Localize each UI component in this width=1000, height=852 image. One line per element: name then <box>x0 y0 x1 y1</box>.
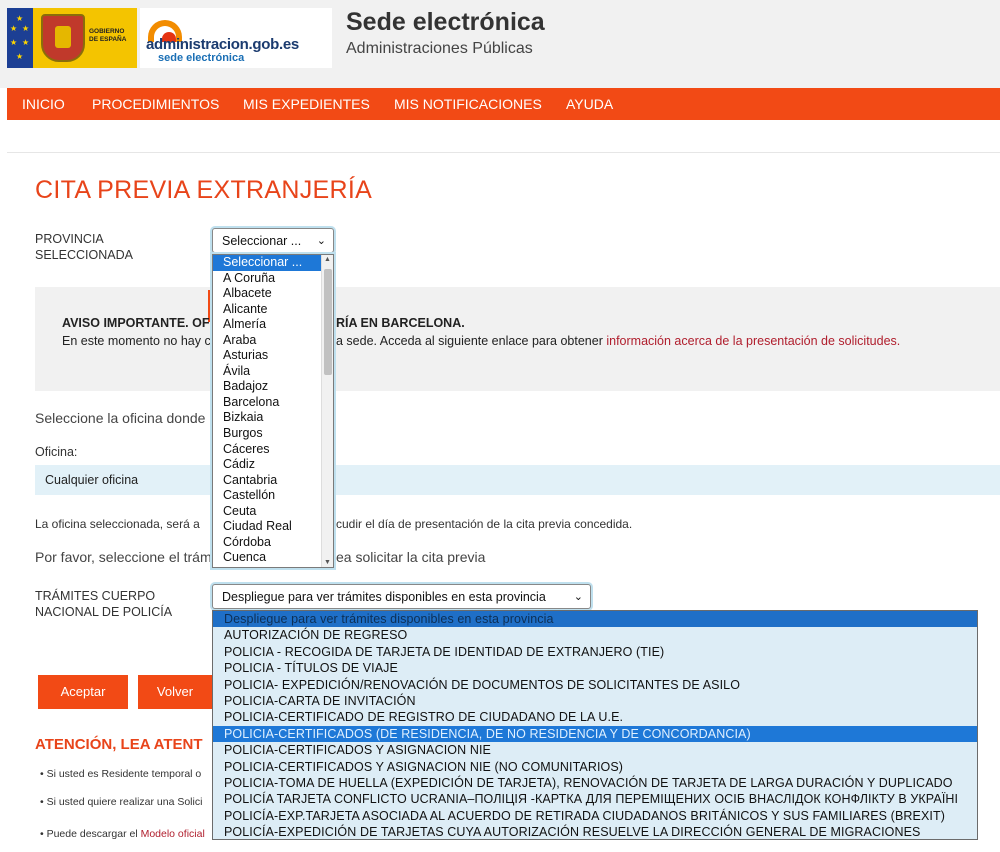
provincia-label: PROVINCIA SELECCIONADA <box>35 232 133 262</box>
provincia-option[interactable]: Castellón <box>223 488 276 503</box>
bullet-text: Si usted quiere realizar una Solici <box>46 796 203 808</box>
provincia-option[interactable]: Ávila <box>223 363 251 378</box>
site-header <box>0 0 1000 88</box>
provincia-option[interactable]: Ciudad Real <box>223 519 292 534</box>
provincia-option[interactable]: Burgos <box>223 426 263 441</box>
bullet-item: • Puede descargar el Modelo oficial <box>40 828 205 840</box>
oficina-label: Oficina: <box>35 445 78 459</box>
provincia-option[interactable]: Almería <box>223 317 267 332</box>
tramites-dropdown-list[interactable] <box>212 610 978 840</box>
aviso-text-left: En este momento no hay c <box>62 334 211 348</box>
tramite-option[interactable]: POLICIA-CERTIFICADO DE REGISTRO DE CIUDADANO DE LA U.E. <box>224 710 624 725</box>
nav-item-mis-notificaciones[interactable]: MIS NOTIFICACIONES <box>394 96 542 112</box>
modelo-oficial-link[interactable]: Modelo oficial <box>140 828 205 840</box>
tramites-select-value: Despliegue para ver trámites disponibles en esta provincia <box>222 590 546 604</box>
tramite-option[interactable]: POLICIA-TOMA DE HUELLA (EXPEDICIÓN DE TARJETA), RENOVACIÓN DE TARJETA DE LARGA DURACIÓN Y DUPLICADO <box>224 775 953 790</box>
tramite-option[interactable]: POLICÍA TARJETA CONFLICTO UCRANIA–ПОЛІЦІЯ -КАРТКА ДЛЯ ПЕРЕМІЩЕНИХ ОСІБ ВНАСЛІДОК КОНФЛІКТУ В УКРАЇНІ <box>224 792 959 807</box>
bullet-item: • Si usted quiere realizar una Solici <box>40 796 203 808</box>
provincia-option[interactable]: Ceuta <box>223 503 257 518</box>
tramite-option[interactable]: POLICIA-CERTIFICADOS (DE RESIDENCIA, DE NO RESIDENCIA Y DE CONCORDANCIA) <box>213 726 977 742</box>
provincia-option[interactable]: Cantabria <box>223 472 278 487</box>
scroll-up-icon[interactable]: ▲ <box>324 256 331 263</box>
aceptar-button[interactable]: Aceptar <box>38 675 128 709</box>
provincia-option[interactable]: Bizkaia <box>223 410 264 425</box>
nav-item-procedimientos[interactable]: PROCEDIMIENTOS <box>92 96 220 112</box>
provincia-scrollbar[interactable] <box>321 255 333 567</box>
provincia-option[interactable]: Albacete <box>223 286 272 301</box>
provincia-option[interactable]: Alicante <box>223 301 268 316</box>
chevron-down-icon: ⌄ <box>573 591 583 603</box>
aviso-text-right <box>336 334 900 348</box>
provincia-option[interactable]: A Coruña <box>223 270 276 285</box>
bullet-text: Puede descargar el <box>46 828 138 840</box>
gobierno-text: GOBIERNO DE ESPAÑA <box>89 28 127 43</box>
provincia-option[interactable]: Cuenca <box>223 550 267 565</box>
oficina-note-left: La oficina seleccionada, será a <box>35 517 200 531</box>
chevron-down-icon: ⌄ <box>316 235 326 247</box>
provincia-dropdown-list[interactable] <box>212 254 334 568</box>
provincia-option[interactable]: Córdoba <box>223 534 271 549</box>
tramite-option[interactable]: AUTORIZACIÓN DE REGRESO <box>224 628 408 643</box>
main-nav <box>7 88 1000 120</box>
tramite-option[interactable]: Despliegue para ver trámites disponibles en esta provincia <box>213 611 977 627</box>
atencion-heading: ATENCIÓN, LEA ATENT <box>35 736 203 753</box>
oficina-select-value: Cualquier oficina <box>45 473 139 487</box>
provincia-option[interactable]: Badajoz <box>223 379 269 394</box>
nav-item-ayuda[interactable]: AYUDA <box>566 96 614 112</box>
seleccione-tramite-right: ea solicitar la cita previa <box>336 549 486 565</box>
provincia-select[interactable] <box>212 228 334 253</box>
bullet-item: • Si usted es Residente temporal o <box>40 768 202 780</box>
aviso-title-right: RÍA EN BARCELONA. <box>336 316 465 330</box>
admin-logo-name: administracion.gob.es <box>146 36 299 53</box>
gobierno-logo[interactable] <box>7 8 137 68</box>
tramite-option[interactable]: POLICIA-CERTIFICADOS Y ASIGNACION NIE (NO COMUNITARIOS) <box>224 759 624 774</box>
nav-item-inicio[interactable]: INICIO <box>22 96 65 112</box>
tramite-option[interactable]: POLICÍA-EXPEDICIÓN DE TARJETAS CUYA AUTORIZACIÓN RESUELVE LA DIRECCIÓN GENERAL DE MIGRACIONES <box>224 825 921 840</box>
provincia-option[interactable]: Cáceres <box>223 441 270 456</box>
aviso-text-body: a sede. Acceda al siguiente enlace para obtener <box>336 334 603 348</box>
tramite-option[interactable]: POLICIA-CERTIFICADOS Y ASIGNACION NIE <box>224 743 491 758</box>
oficina-select[interactable] <box>35 465 1000 495</box>
seleccione-tramite-left: Por favor, seleccione el trám <box>35 549 212 565</box>
provincia-option[interactable]: Seleccionar ... <box>213 255 333 271</box>
page-title: CITA PREVIA EXTRANJERÍA <box>35 176 373 204</box>
tramite-option[interactable]: POLICÍA-EXP.TARJETA ASOCIADA AL ACUERDO DE RETIRADA CIUDADANOS BRITÁNICOS Y SUS FAMILIARES (BREXIT) <box>224 808 945 823</box>
provincia-option[interactable]: Cádiz <box>223 457 255 472</box>
provincia-select-value: Seleccionar ... <box>222 234 302 248</box>
tramites-label: TRÁMITES CUERPO NACIONAL DE POLICÍA <box>35 589 173 619</box>
site-title: Sede electrónica <box>346 8 545 36</box>
site-subtitle: Administraciones Públicas <box>346 40 533 57</box>
provincia-option[interactable]: Barcelona <box>223 394 280 409</box>
scrollbar-thumb[interactable] <box>324 269 332 375</box>
provincia-option[interactable]: Araba <box>223 332 257 347</box>
tramite-option[interactable]: POLICIA - RECOGIDA DE TARJETA DE IDENTIDAD DE EXTRANJERO (TIE) <box>224 644 665 659</box>
aviso-title-left: AVISO IMPORTANTE. OF <box>62 316 210 330</box>
oficina-note-right: cudir el día de presentación de la cita previa concedida. <box>336 517 633 531</box>
coat-of-arms-icon <box>41 14 85 62</box>
seleccione-oficina-text: Seleccione la oficina donde <box>35 410 206 426</box>
volver-button[interactable]: Volver <box>138 675 212 709</box>
tramites-select[interactable] <box>212 584 591 609</box>
provincia-option[interactable]: Asturias <box>223 348 269 363</box>
scroll-down-icon[interactable]: ▼ <box>324 559 331 566</box>
bullet-text: Si usted es Residente temporal o <box>46 768 202 780</box>
admin-logo-sub: sede electrónica <box>158 52 245 64</box>
administracion-logo[interactable] <box>140 8 332 68</box>
tramite-option[interactable]: POLICIA- EXPEDICIÓN/RENOVACIÓN DE DOCUMENTOS DE SOLICITANTES DE ASILO <box>224 677 741 692</box>
nav-item-mis-expedientes[interactable]: MIS EXPEDIENTES <box>243 96 370 112</box>
aviso-info-link[interactable]: información acerca de la presentación de solicitudes. <box>606 334 901 348</box>
tramite-option[interactable]: POLICIA-CARTA DE INVITACIÓN <box>224 693 416 708</box>
eu-flag-icon: ★ ★ ★ ★ ★ ★ <box>7 8 33 68</box>
tramite-option[interactable]: POLICIA - TÍTULOS DE VIAJE <box>224 661 398 676</box>
